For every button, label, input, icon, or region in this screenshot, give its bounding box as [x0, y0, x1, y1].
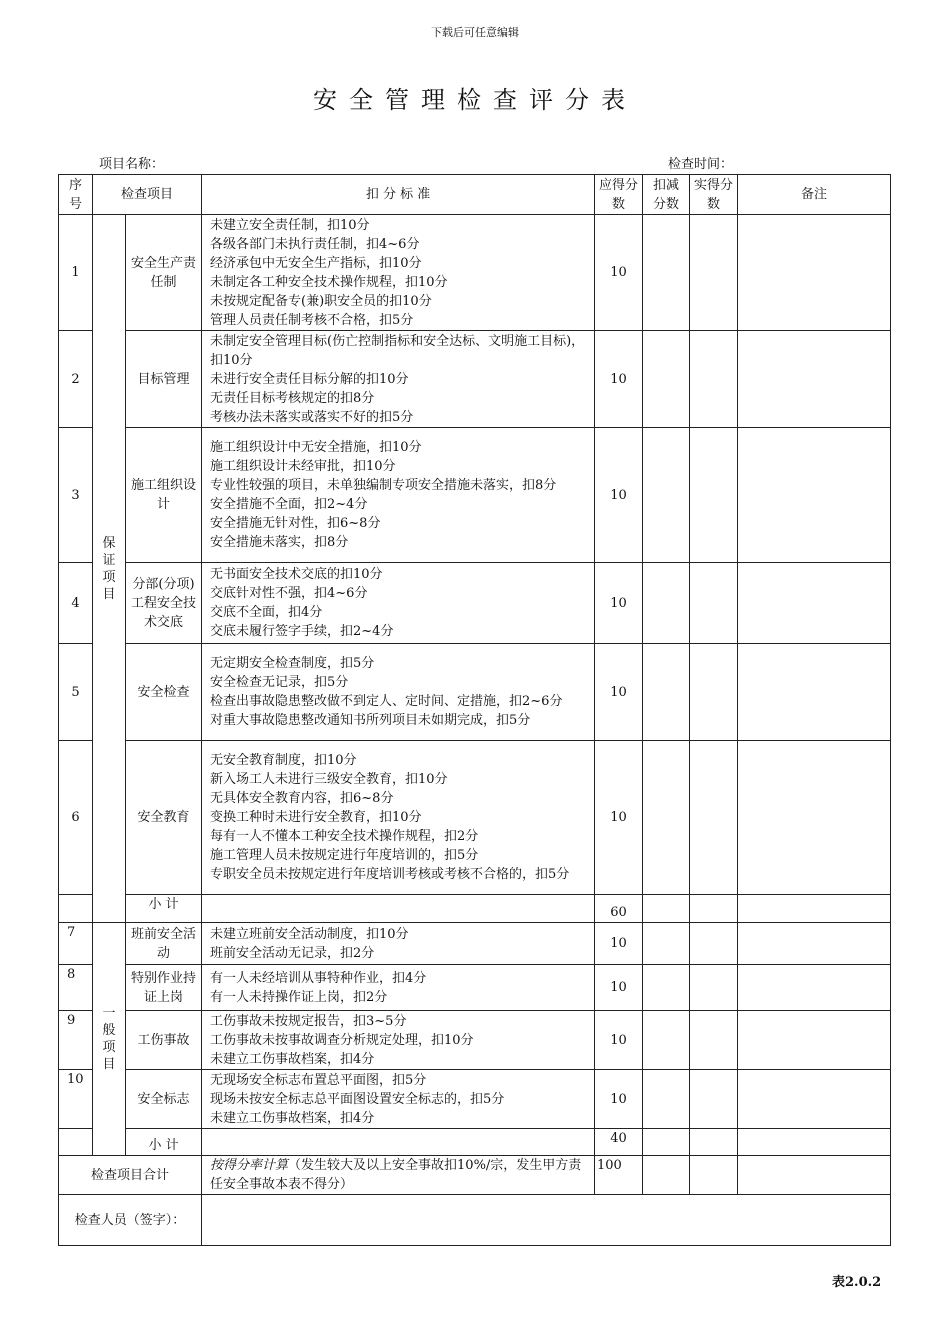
criteria-line: 施工管理人员未按规定进行年度培训的，扣5分 — [210, 848, 479, 863]
row-criteria — [202, 644, 595, 741]
group-guarantee-label: 保 证 项 目 — [93, 215, 126, 923]
table-row — [59, 741, 891, 895]
row-actual-cell[interactable] — [690, 563, 738, 644]
subtotal-row — [59, 1129, 891, 1156]
criteria-line: 安全措施不全面，扣2~4分 — [210, 497, 368, 512]
total-deduct-cell[interactable] — [643, 1156, 690, 1195]
row-max-score: 10 — [595, 741, 643, 895]
score-table — [58, 174, 891, 1246]
row-max-score: 10 — [595, 1011, 643, 1070]
col-actual-header: 实得分数 — [690, 175, 738, 215]
inspector-signature-field[interactable] — [202, 1195, 891, 1246]
row-seq: 4 — [59, 563, 93, 644]
row-deduct-cell[interactable] — [643, 644, 690, 741]
row-criteria — [202, 331, 595, 428]
row-note-cell[interactable] — [738, 923, 891, 965]
table-row — [59, 644, 891, 741]
row-note-cell[interactable] — [738, 331, 891, 428]
row-criteria — [202, 923, 595, 965]
total-actual-cell[interactable] — [690, 1156, 738, 1195]
row-note-cell[interactable] — [738, 428, 891, 563]
criteria-line: 有一人未经培训从事特种作业，扣4分 — [210, 970, 427, 986]
criteria-line: 未制定各工种安全技术操作规程，扣10分 — [210, 274, 448, 290]
table-row — [59, 1070, 891, 1129]
criteria-line: 对重大事故隐患整改通知书所列项目未如期完成，扣5分 — [210, 713, 531, 728]
subtotal-actual-cell[interactable] — [690, 895, 738, 923]
inspector-row — [59, 1195, 891, 1246]
row-note-cell[interactable] — [738, 563, 891, 644]
inspector-label: 检查人员（签字）： — [59, 1195, 202, 1246]
table-row — [59, 215, 891, 331]
row-criteria — [202, 563, 595, 644]
table-code: 表2.0.2 — [832, 1275, 882, 1290]
row-deduct-cell[interactable] — [643, 215, 690, 331]
total-score: 100 — [595, 1156, 643, 1195]
row-seq: 10 — [59, 1070, 93, 1129]
subtotal-note-cell[interactable] — [738, 895, 891, 923]
header-note: 下载后可任意编辑 — [431, 26, 519, 39]
criteria-line: 专业性较强的项目，未单独编制专项安全措施未落实，扣8分 — [210, 478, 557, 493]
empty-cell — [202, 895, 595, 923]
row-item-name: 目标管理 — [126, 331, 202, 428]
total-note-cell[interactable] — [738, 1156, 891, 1195]
row-item-name: 特别作业持证上岗 — [126, 965, 202, 1011]
row-criteria — [202, 965, 595, 1011]
col-note-header: 备注 — [738, 175, 891, 215]
criteria-line: 每有一人不懂本工种安全技术操作规程，扣2分 — [210, 829, 479, 844]
col-deduct-header: 扣减分数 — [643, 175, 690, 215]
total-rule-rest: （发生较大及以上安全事故扣10%/宗，发生甲方责任安全事故本表不得分） — [210, 1158, 582, 1192]
row-max-score: 10 — [595, 428, 643, 563]
row-item-name: 安全标志 — [126, 1070, 202, 1129]
criteria-line: 无定期安全检查制度，扣5分 — [210, 656, 375, 671]
criteria-line: 未建立工伤事故档案，扣4分 — [210, 1110, 375, 1126]
criteria-line: 交底针对性不强，扣4~6分 — [210, 586, 368, 601]
criteria-line: 施工组织设计中无安全措施，扣10分 — [210, 440, 422, 455]
criteria-line: 新入场工人未进行三级安全教育，扣10分 — [210, 772, 448, 787]
table-row — [59, 1011, 891, 1070]
criteria-line: 交底未履行签字手续，扣2~4分 — [210, 624, 394, 639]
total-rule-italic: 按得分率计算 — [210, 1158, 289, 1173]
row-criteria — [202, 215, 595, 331]
col-max-header: 应得分数 — [595, 175, 643, 215]
row-item-name: 班前安全活动 — [126, 923, 202, 965]
col-item-header: 检查项目 — [93, 175, 202, 215]
criteria-line: 无责任目标考核规定的扣8分 — [210, 390, 375, 406]
project-name-label: 项目名称： — [99, 157, 165, 172]
criteria-line: 经济承包中无安全生产指标，扣10分 — [210, 255, 422, 271]
criteria-line: 安全检查无记录，扣5分 — [210, 675, 349, 690]
empty-cell — [59, 1129, 93, 1156]
row-max-score: 10 — [595, 965, 643, 1011]
row-deduct-cell[interactable] — [643, 1070, 690, 1129]
total-row — [59, 1156, 891, 1195]
criteria-line: 班前安全活动无记录，扣2分 — [210, 945, 375, 961]
row-note-cell[interactable] — [738, 215, 891, 331]
criteria-line: 专职安全员未按规定进行年度培训考核或考核不合格的，扣5分 — [210, 867, 570, 882]
criteria-line: 未建立班前安全活动制度，扣10分 — [210, 926, 409, 942]
criteria-line: 安全措施无针对性，扣6~8分 — [210, 516, 381, 531]
criteria-line: 安全措施未落实，扣8分 — [210, 535, 349, 550]
row-seq: 8 — [59, 965, 93, 1011]
criteria-line: 管理人员责任制考核不合格，扣5分 — [210, 312, 414, 328]
row-max-score: 10 — [595, 215, 643, 331]
total-rule — [202, 1156, 595, 1195]
row-note-cell[interactable] — [738, 1070, 891, 1129]
header-row — [59, 175, 891, 215]
row-item-name: 安全教育 — [126, 741, 202, 895]
criteria-line: 未进行安全责任目标分解的扣10分 — [210, 371, 409, 387]
criteria-line: 现场未按安全标志总平面图设置安全标志的，扣5分 — [210, 1091, 505, 1107]
row-actual-cell[interactable] — [690, 923, 738, 965]
criteria-line: 无安全教育制度，扣10分 — [210, 753, 357, 768]
row-actual-cell[interactable] — [690, 965, 738, 1011]
subtotal-deduct-cell[interactable] — [643, 1129, 690, 1156]
row-seq: 2 — [59, 331, 93, 428]
col-criteria-header: 扣 分 标 准 — [202, 175, 595, 215]
table-row — [59, 965, 891, 1011]
row-item-name: 施工组织设 计 — [126, 428, 202, 563]
empty-cell — [202, 1129, 595, 1156]
row-seq: 1 — [59, 215, 93, 331]
row-deduct-cell[interactable] — [643, 923, 690, 965]
total-label: 检查项目合计 — [59, 1156, 202, 1195]
row-criteria — [202, 1070, 595, 1129]
row-max-score: 10 — [595, 644, 643, 741]
row-actual-cell[interactable] — [690, 1070, 738, 1129]
criteria-line: 各级各部门未执行责任制，扣4~6分 — [210, 236, 420, 252]
criteria-line: 考核办法未落实或落实不好的扣5分 — [210, 409, 414, 425]
row-note-cell[interactable] — [738, 644, 891, 741]
row-max-score: 10 — [595, 1070, 643, 1129]
table-row — [59, 428, 891, 563]
criteria-line: 无具体安全教育内容，扣6~8分 — [210, 791, 394, 806]
row-deduct-cell[interactable] — [643, 965, 690, 1011]
row-note-cell[interactable] — [738, 965, 891, 1011]
row-actual-cell[interactable] — [690, 1011, 738, 1070]
row-deduct-cell[interactable] — [643, 331, 690, 428]
criteria-line: 无书面安全技术交底的扣10分 — [210, 567, 383, 582]
row-max-score: 10 — [595, 331, 643, 428]
row-seq: 9 — [59, 1011, 93, 1070]
table-row — [59, 331, 891, 428]
check-time-label: 检查时间： — [668, 157, 734, 172]
criteria-line: 变换工种时未进行安全教育，扣10分 — [210, 810, 422, 825]
row-actual-cell[interactable] — [690, 215, 738, 331]
row-actual-cell[interactable] — [690, 428, 738, 563]
criteria-line: 施工组织设计未经审批，扣10分 — [210, 459, 396, 474]
row-seq: 7 — [59, 923, 93, 965]
group-general-label: 一 般 项 目 — [93, 923, 126, 1156]
criteria-line: 未建立安全责任制，扣10分 — [210, 217, 370, 233]
subtotal-actual-cell[interactable] — [690, 1129, 738, 1156]
criteria-line: 工伤事故未按事故调查分析规定处理，扣10分 — [210, 1032, 474, 1048]
criteria-line: 检查出事故隐患整改做不到定人、定时间、定措施，扣2~6分 — [210, 694, 563, 709]
row-deduct-cell[interactable] — [643, 741, 690, 895]
row-note-cell[interactable] — [738, 741, 891, 895]
row-seq: 6 — [59, 741, 93, 895]
criteria-line: 工伤事故未按规定报告，扣3~5分 — [210, 1013, 407, 1029]
row-actual-cell[interactable] — [690, 644, 738, 741]
row-deduct-cell[interactable] — [643, 1011, 690, 1070]
criteria-line: 有一人未持操作证上岗，扣2分 — [210, 989, 388, 1005]
row-actual-cell[interactable] — [690, 741, 738, 895]
row-deduct-cell[interactable] — [643, 428, 690, 563]
row-seq: 3 — [59, 428, 93, 563]
row-actual-cell[interactable] — [690, 331, 738, 428]
row-item-name: 分部(分项)工程安全技术交底 — [126, 563, 202, 644]
criteria-line: 交底不全面，扣4分 — [210, 605, 323, 620]
row-criteria — [202, 1011, 595, 1070]
criteria-line: 未制定安全管理目标(伤亡控制指标和安全达标、文明施工目标)，扣10分 — [210, 333, 585, 368]
row-max-score: 10 — [595, 563, 643, 644]
table-row — [59, 923, 891, 965]
row-max-score: 10 — [595, 923, 643, 965]
subtotal-label: 小 计 — [126, 1129, 202, 1156]
row-item-name: 安全检查 — [126, 644, 202, 741]
row-deduct-cell[interactable] — [643, 563, 690, 644]
criteria-line: 未建立工伤事故档案，扣4分 — [210, 1051, 375, 1067]
subtotal-note-cell[interactable] — [738, 1129, 891, 1156]
row-item-name: 工伤事故 — [126, 1011, 202, 1070]
subtotal-score: 40 — [595, 1129, 643, 1156]
row-criteria — [202, 741, 595, 895]
subtotal-score: 60 — [595, 895, 643, 923]
empty-cell — [59, 895, 93, 923]
page-title: 安全管理检查评分表 — [313, 86, 637, 114]
criteria-line: 未按规定配备专(兼)职安全员的扣10分 — [210, 293, 432, 309]
criteria-line: 无现场安全标志布置总平面图，扣5分 — [210, 1072, 427, 1088]
col-seq-header: 序号 — [59, 175, 93, 215]
row-criteria — [202, 428, 595, 563]
table-row — [59, 563, 891, 644]
row-seq: 5 — [59, 644, 93, 741]
row-note-cell[interactable] — [738, 1011, 891, 1070]
subtotal-deduct-cell[interactable] — [643, 895, 690, 923]
row-item-name: 安全生产责任制 — [126, 215, 202, 331]
subtotal-row — [59, 895, 891, 923]
subtotal-label: 小 计 — [126, 895, 202, 923]
